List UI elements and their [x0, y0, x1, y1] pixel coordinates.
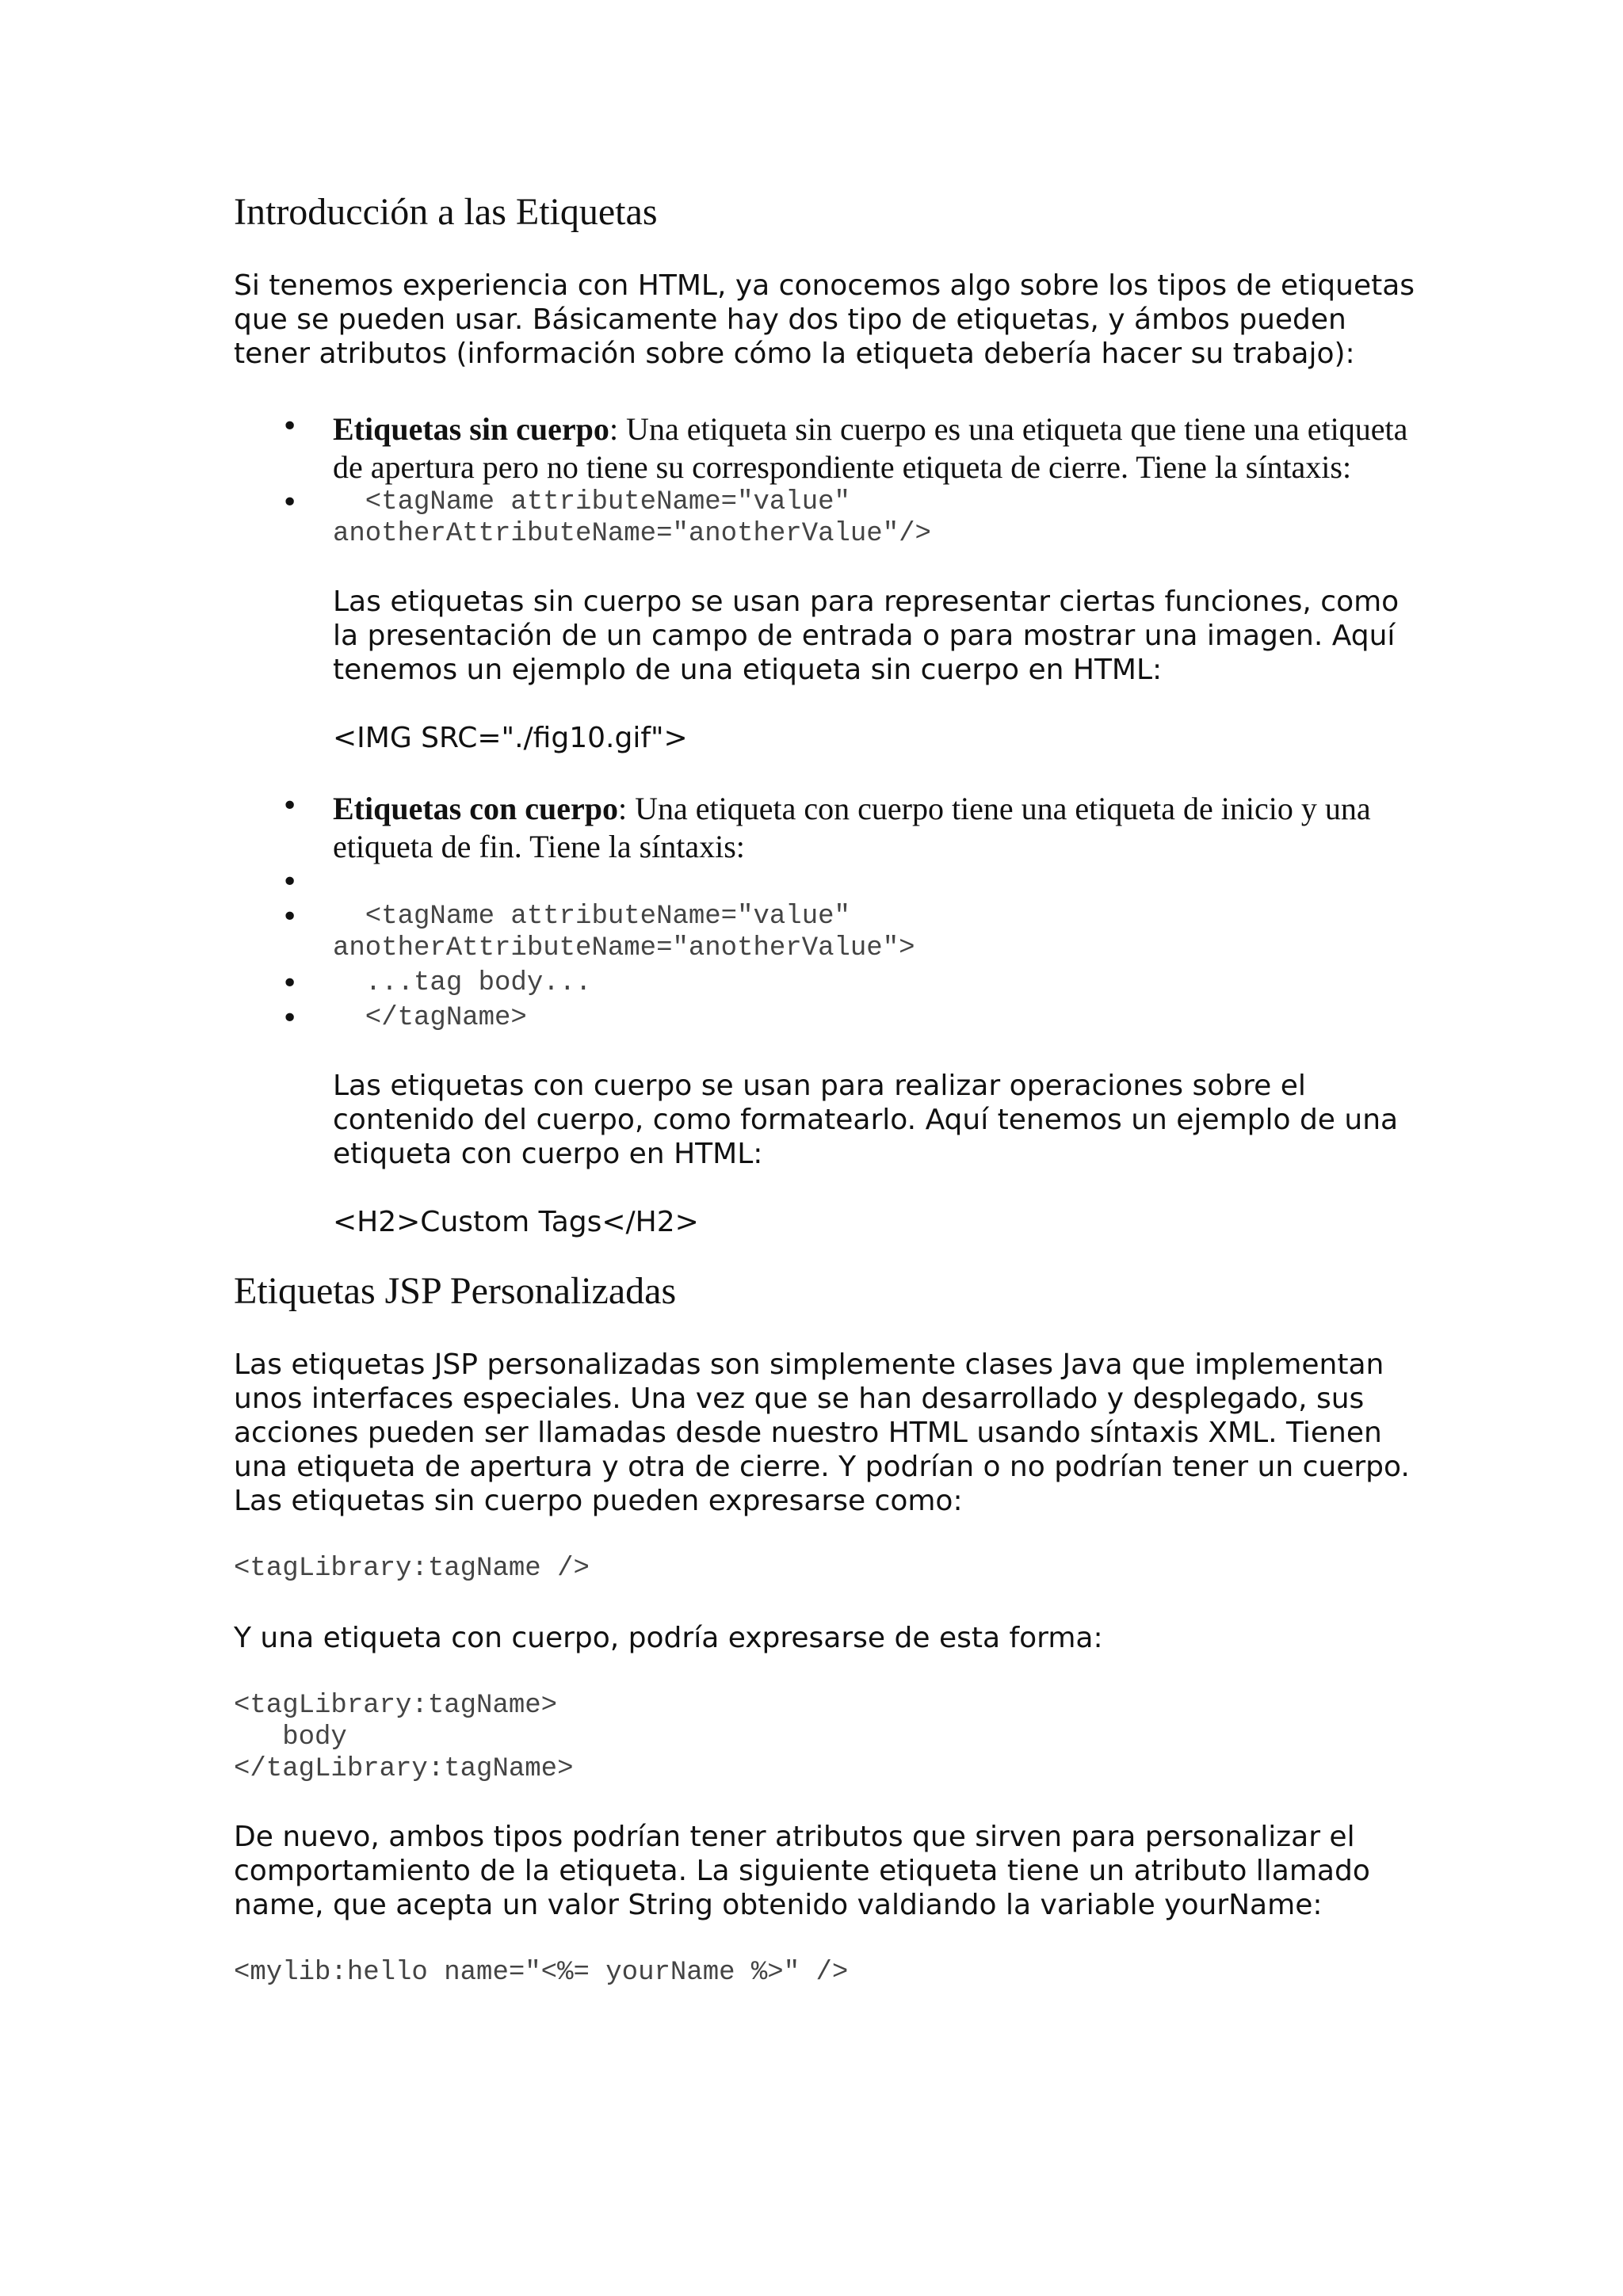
- explain-sin-cuerpo: Las etiquetas sin cuerpo se usan para representar ciertas funciones, como la presentación de un campo de entrada o para mostrar una imagen. Aquí tenemos un ejemplo de una etiqueta sin cuerpo en HTML:: [333, 585, 1400, 687]
- term-sin-cuerpo: Etiquetas sin cuerpo: [333, 411, 609, 448]
- code-tag-body: • ...tag body...: [333, 968, 592, 999]
- explain-con-cuerpo: Las etiquetas con cuerpo se usan para realizar operaciones sobre el contenido del cuerpo, como formatearlo. Aquí tenemos un ejemplo de una etiqueta con cuerpo en HTML:: [333, 1070, 1399, 1171]
- code-tag-con-cuerpo: <tagLibrary:tagName> body </tagLibrary:tagName>: [234, 1691, 574, 1785]
- section-title-jsp: Etiquetas JSP Personalizadas: [234, 1270, 677, 1313]
- list-item-con-cuerpo: [234, 790, 1423, 866]
- list-item-code-body: [234, 967, 1423, 999]
- code-tag-sin-cuerpo: <tagLibrary:tagName />: [234, 1554, 590, 1585]
- list-item-empty: [234, 866, 1423, 901]
- term-con-cuerpo: Etiquetas con cuerpo: [333, 791, 618, 827]
- list-item-code-close: [234, 1002, 1423, 1034]
- jsp-paragraph-1: Las etiquetas JSP personalizadas son simplemente clases Java que implementan unos interfaces especiales. Una vez que se han desarrollado y desplegado, sus acciones pueden ser llamadas desde nuestro HTML usando síntaxis XML. Tienen una etiqueta de apertura y otra de cierre. Y podrían o no podrían tener un cuerpo. Las etiquetas sin cuerpo pueden expresarse como:: [234, 1348, 1410, 1518]
- example-con-cuerpo: <H2>Custom Tags</H2>: [333, 1206, 699, 1239]
- intro-paragraph: Si tenemos experiencia con HTML, ya conocemos algo sobre los tipos de etiquetas que se pueden usar. Básicamente hay dos tipo de etiquetas, y ámbos pueden tener atributos (información sobre cómo la etiqueta debería hacer su trabajo):: [234, 269, 1415, 371]
- desc-con-cuerpo: : Una etiqueta con cuerpo tiene una etiqueta de inicio y una etiqueta de fin. Tiene la síntaxis:: [333, 791, 1371, 865]
- code-close-tag: • </tagName>: [333, 1003, 527, 1034]
- list-item-code-open: [234, 901, 1423, 964]
- code-open-tag: • <tagName attributeName="value" anotherAttributeName="anotherValue">: [333, 902, 915, 964]
- code-mylib-hello: <mylib:hello name="<%= yourName %>" />: [234, 1958, 849, 1989]
- code-sin-cuerpo: • <tagName attributeName="value" anotherAttributeName="anotherValue"/>: [333, 487, 931, 550]
- example-sin-cuerpo: <IMG SRC="./fig10.gif">: [333, 722, 688, 755]
- jsp-paragraph-3: De nuevo, ambos tipos podrían tener atributos que sirven para personalizar el comportamiento de la etiqueta. La siguiente etiqueta tiene un atributo llamado name, que acepta un valor String obtenido valdiando la variable yourName:: [234, 1821, 1370, 1922]
- section-title-intro: Introducción a las Etiquetas: [234, 191, 658, 233]
- document-page: [234, 190, 1423, 1989]
- list-item-sin-cuerpo: [234, 410, 1423, 486]
- desc-sin-cuerpo: : Una etiqueta sin cuerpo es una etiqueta que tiene una etiqueta de apertura pero no tiene su correspondiente etiqueta de cierre. Tiene la síntaxis:: [333, 411, 1408, 486]
- definition-con-cuerpo: [333, 790, 1423, 866]
- jsp-paragraph-2: Y una etiqueta con cuerpo, podría expresarse de esta forma:: [234, 1622, 1103, 1655]
- list-item-code-sin-cuerpo: [234, 486, 1423, 550]
- definition-sin-cuerpo: [333, 410, 1423, 486]
